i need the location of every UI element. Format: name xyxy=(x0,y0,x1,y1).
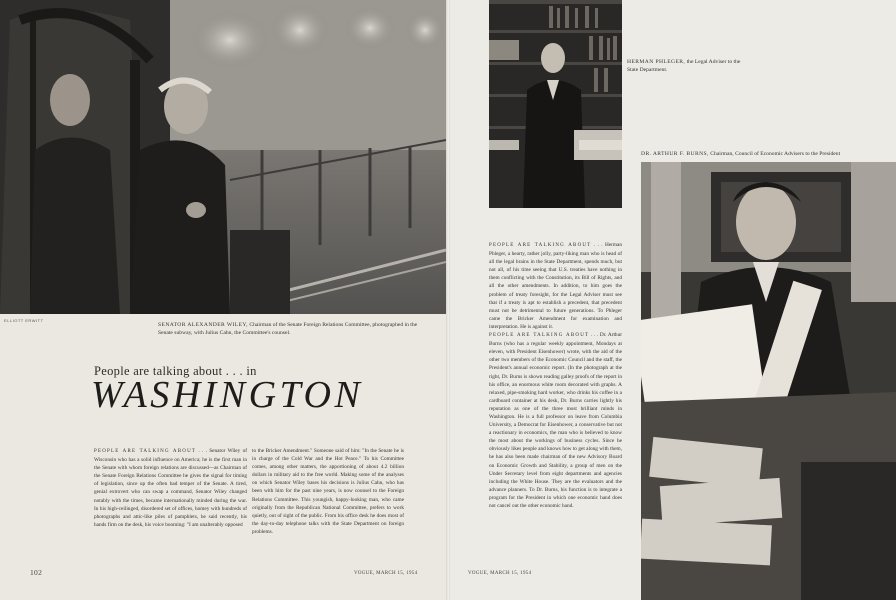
column-text: . . . Herman Phleger, a hearty, rather jolly, party-liking man who is head of all the legal brains in the State Department, spends much, but not all, of his time seeing that U.S. treaties have nothing in them conflicting with the Constitution, its Bill of Rights, and all the other amendments. In addition, to him goes the problem of treaty foresight, for the Legal Adviser must see that if a treaty is apt to establish a precedent, that precedent must not be detrimental to future generations. To Phleger came the Bricker Amendment for examination and interpretation. He is against it. xyxy=(489,242,623,330)
article-column-2 xyxy=(252,447,404,536)
article-headline: WASHINGTON xyxy=(91,374,364,416)
caption-burns-name: DR. ARTHUR F. BURNS, xyxy=(641,151,709,157)
column-text: . . . Dr. Arthur Burns (who has a regular weekly appointment, Mondays at eleven, with President Eisenhower) wrote, with the aid of the other two members of the Economic Council and the staff, the President's annual economic report. (In the photograph at the right, Dr. Burns is shown reading galley proofs of the report in his office, an enormous white room decorated with graphs. A relaxed, pipe-smoking hard worker, who drinks his coffee in a cardboard container at his desk, Dr. Burns carries lightly his reputation as one of the three most brilliant minds in Washington. He is a full professor on leave from Columbia University, a Democrat for Eisenhower, a conservative but not a reactionary in economics, the man who is believed to know the most about the workings of business cycles. Since he obviously likes people and knows how to get along with them, he has also been made chairman of the new Advisory Board on Economic Growth and Stability, a group of men on the Under Secretary level from eight departments and agencies including the White House. They are the evaluators and the advance planners. To Dr. Burns, his function is to integrate a program for the President in which one economic hand does not cancel out the other economic hand. xyxy=(489,332,622,509)
photo-herman-phleger xyxy=(489,0,622,208)
caption-wiley-text: Chairman of the Senate Foreign Relations Committee, photographed in the Senate subway, with Julius Cahn, the Committee's counsel. xyxy=(158,322,418,336)
column-lead: PEOPLE ARE TALKING ABOUT xyxy=(94,449,197,454)
page-gutter xyxy=(446,0,450,600)
column-lead: PEOPLE ARE TALKING ABOUT xyxy=(489,333,590,339)
photo-senate-subway xyxy=(0,0,446,314)
article-kicker: People are talking about . . . in xyxy=(94,364,257,378)
article-column-1 xyxy=(94,447,247,529)
caption-wiley-name: SENATOR ALEXANDER WILEY, xyxy=(158,322,248,328)
folio-right: VOGUE, MARCH 15, 1954 xyxy=(468,571,532,576)
page-number: 102 xyxy=(30,568,43,577)
column-text: to the Bricker Amendment." Someone said of him: "In the Senate he is in charge of the Cold War and the Hot Peace." To his Committee comes, among other matters, the apportioning of about 4.2 billion dollars in military aid to the free world. Making some of the analyses on which Senator Wiley bases his decisions is Julius Cahn, who has been with him for the past nine years, is now counsel to the Foreign Relations Committee. This youngish, happy-looking man, who came originally from the Republican National Committee, prefers to work quietly, out of sight of the public. From his office desk he does most of the day-to-day telephone talks with the State Department on foreign problems. xyxy=(252,448,404,535)
article-column-3 xyxy=(489,241,622,510)
folio-left: VOGUE, MARCH 15, 1954 xyxy=(354,571,418,576)
caption-phleger-name: HERMAN PHLEGER, xyxy=(627,59,686,65)
caption-burns-text: Chairman, Council of Economic Advisers to the President xyxy=(710,151,841,157)
caption-wiley xyxy=(158,321,428,337)
photo-credit: ELLIOTT ERWITT xyxy=(4,318,44,323)
caption-phleger xyxy=(627,58,745,74)
column-lead: PEOPLE ARE TALKING ABOUT xyxy=(489,243,592,248)
caption-phleger-text: the Legal Adviser to the State Department. xyxy=(627,59,741,73)
caption-burns xyxy=(641,150,891,158)
column-text: . . . Senator Wiley of Wisconsin who has a solid influence on America; he is the first man in the Senate with whom foreign relations are discussed—as Chairman of the Senate Foreign Relations Committee he gives the signal for timing of legislation, since up the often bad temper of the Senate. A tired, genial extrovert who can swap a command, Senator Wiley changed notably with the times, became internationally minded during the war. In his high-ceilinged, disordered set of offices, homey with hundreds of photographs and attic-like piles of pamphlets, he said recently, his hands firm on the desk, his voice booming: "I am unalterably opposed xyxy=(94,448,247,528)
photo-arthur-burns xyxy=(641,162,896,600)
